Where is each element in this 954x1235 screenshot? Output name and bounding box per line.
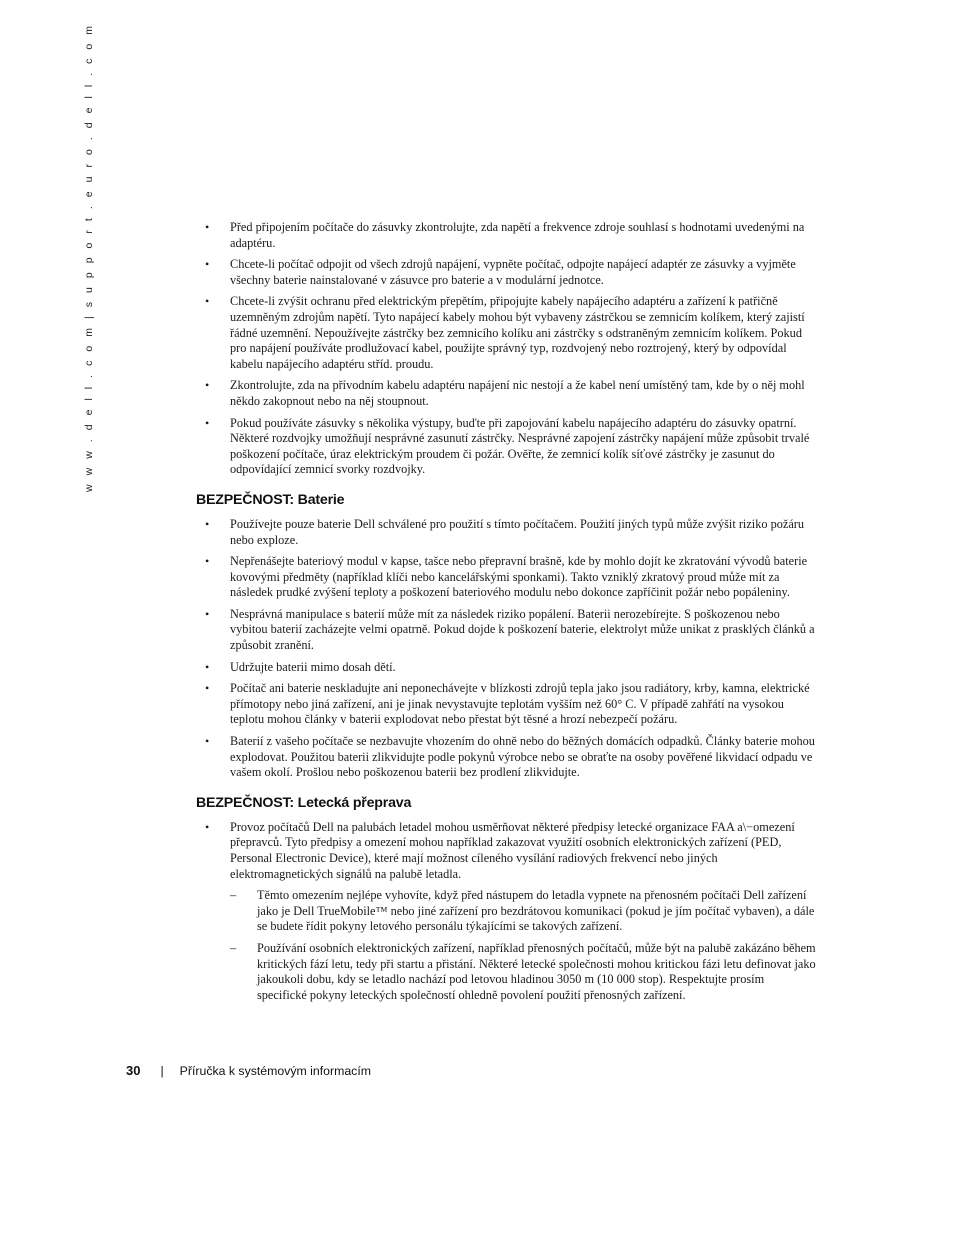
bullet-icon: • bbox=[205, 681, 210, 696]
bullet-icon: • bbox=[205, 554, 210, 569]
list-item bbox=[196, 734, 816, 781]
page-number: 30 bbox=[126, 1063, 141, 1078]
list-item bbox=[196, 607, 816, 654]
list-item-text: Před připojením počítače do zásuvky zkontrolujte, zda napětí a frekvence zdroje souhlasí s hodnotami uvedenými na adaptéru. bbox=[230, 220, 805, 250]
list-item-text: Nepřenášejte bateriový modul v kapse, tašce nebo přepravní brašně, kde by mohlo dojít ke zkratování vývodů baterie kovovými předměty (například klíči nebo kancelářskými sponkami). Takto vzniklý zkratový proud může mít za následek prudké zvýšení teploty a poškození bateriového modulu nebo dokonce zapříčinit požár nebo popáleniny. bbox=[230, 554, 808, 600]
sub-list-item-text: Používání osobních elektronických zařízení, například přenosných počítačů, může být na palubě zakázáno během kritických fází letu, tedy při startu a přistání. Některé letecké společnosti mohou kritickou fázi letu definovat jako jakoukoli dobu, kdy se letadlo nachází pod letovou hladinou 3050 m (10 000 stop). Respektujte prosím specifické pokyny leteckých společností ohledně povolení použití přenosných zařízení. bbox=[257, 940, 816, 1002]
list-item-text: Baterií z vašeho počítače se nezbavujte vhozením do ohně nebo do běžných domácích odpadků. Články baterie mohou explodovat. Použitou baterii zlikvidujte podle pokynů výrobce nebo se obraťte na osoby pověřené likvidací odpadu ve vašem okolí. Prošlou nebo poškozenou baterii bez prodlení zlikvidujte. bbox=[230, 734, 815, 780]
bullet-icon: • bbox=[205, 516, 210, 531]
list-item-text: Chcete-li zvýšit ochranu před elektrickým přepětím, připojujte kabely napájecího adaptéru a zařízení k patřičně uzemněným zdrojům napětí. Tyto napájecí kabely mohou být vybaveny zástrčkou se zemnicím kolíkem, který zajistí řádné uzemnění. Nepoužívejte zástrčky bez zemnicího kolíku ani zástrčky s odstraněným zemnicím kolíkem. Pokud pro napájení používáte prodlužovací kabel, použijte správný typ, rozdvojený nebo roztrojený, který by odpovídal kabelu napájecího adaptéru stříd. proudu. bbox=[230, 294, 805, 371]
footer-separator: | bbox=[160, 1064, 164, 1078]
bullet-icon: • bbox=[205, 378, 210, 393]
list-item-text: Zkontrolujte, zda na přívodním kabelu adaptéru napájení nic nestojí a že kabel není umístěný tam, kde by o něj mohl někdo zakopnout nebo na něj stoupnout. bbox=[230, 378, 805, 408]
bullet-icon: • bbox=[205, 734, 210, 749]
list-item-text: Nesprávná manipulace s baterií může mít za následek riziko popálení. Baterii nerozebírejte. S poškozenou nebo vybitou baterií zacházejte velmi opatrně. Pokud dojde k poškození baterie, elektrolyt může unikat z prasklých článků a způsobit zranění. bbox=[230, 606, 815, 653]
battery-bullet-list bbox=[196, 517, 816, 781]
sub-list-item bbox=[230, 888, 816, 935]
air-travel-section-heading: BEZPEČNOST: Letecká přeprava bbox=[196, 794, 412, 811]
intro-bullet-list bbox=[196, 220, 816, 478]
list-item-text: Používejte pouze baterie Dell schválené pro použití s tímto počítačem. Použití jiných typů může zvýšit riziko požáru nebo exploze. bbox=[230, 516, 805, 547]
list-item bbox=[196, 517, 816, 548]
list-item-text: Provoz počítačů Dell na palubách letadel mohou usměrňovat některé předpisy letecké organizace FAA a\−omezení přepravců. Tyto předpisy a omezení mohou například zakazovat využití osobních elektronických zařízení (PED, Personal Electronic Device), které mají možnost cíleného vysílání radiových frekvencí nebo jiných elektromagnetických signálů na palubě letadla. bbox=[230, 819, 795, 881]
side-url-margin-text: w w w . d e l l . c o m | s u p p o r t . e u r o . d e l l . c o m bbox=[83, 22, 95, 492]
bullet-icon: • bbox=[205, 819, 210, 834]
bullet-icon: • bbox=[205, 659, 210, 674]
list-item bbox=[196, 416, 816, 478]
list-item-text: Chcete-li počítač odpojit od všech zdrojů napájení, vypněte počítač, odpojte napájecí adaptér ze zásuvky a vyjměte všechny baterie nainstalované v zásuvce pro baterie a v modulární jednotce. bbox=[230, 257, 796, 287]
list-item bbox=[196, 554, 816, 601]
footer-title: Příručka k systémovým informacím bbox=[179, 1064, 371, 1078]
page-footer bbox=[126, 1063, 371, 1078]
bullet-icon: • bbox=[205, 606, 210, 621]
list-item-text: Udržujte baterii mimo dosah dětí. bbox=[230, 659, 396, 674]
sub-list-item bbox=[230, 941, 816, 1003]
sub-list-item-text: Těmto omezením nejlépe vyhovíte, když před nástupem do letadla vypnete na přenosném počítači Dell zařízení jako je Dell TrueMobile™ nebo jiné zařízení pro bezdrátovou komunikaci (pokud je jím počítač vybaven), a dále se budete řídit pokyny letového personálu týkajícími se takových zařízení. bbox=[257, 888, 815, 934]
list-item bbox=[196, 378, 816, 409]
dash-icon: – bbox=[230, 940, 237, 955]
list-item bbox=[196, 294, 816, 372]
list-item-text: Pokud používáte zásuvky s několika výstupy, buďte při zapojování kabelu napájecího adaptéru do zásuvky opatrní. Některé rozdvojky umožňují nesprávné zasunutí zástrčky. Nesprávné zapojení zástrčky napájení může způsobit trvalé poškození počítače, úraz elektrickým proudem či požár. Ověřte, že zemnicí kolík síťové zástrčky je zasunut do odpovídající zemnicí svorky rozdvojky. bbox=[230, 415, 810, 477]
battery-section-heading: BEZPEČNOST: Baterie bbox=[196, 491, 345, 508]
bullet-icon: • bbox=[205, 415, 210, 430]
bullet-icon: • bbox=[205, 294, 210, 309]
list-item bbox=[196, 660, 816, 676]
list-item bbox=[196, 257, 816, 288]
page-content bbox=[196, 220, 816, 1009]
list-item bbox=[196, 820, 816, 1004]
dash-icon: – bbox=[230, 888, 237, 903]
list-item-text: Počítač ani baterie neskladujte ani neponechávejte v blízkosti zdrojů tepla jako jsou radiátory, krby, kamna, elektrické přímotopy nebo jiná zařízení, ani je jinak nevystavujte teplotám vyšším než 60° C. V případě zahřátí na vysokou teplotu mohou články v baterii explodovat nebo přestat být těsné a hrozí nebezpečí požáru. bbox=[230, 681, 810, 727]
list-item bbox=[196, 220, 816, 251]
bullet-icon: • bbox=[205, 257, 210, 272]
air-travel-sub-list bbox=[230, 888, 816, 1003]
list-item bbox=[196, 681, 816, 728]
bullet-icon: • bbox=[205, 220, 210, 234]
air-travel-bullet-list bbox=[196, 820, 816, 1004]
